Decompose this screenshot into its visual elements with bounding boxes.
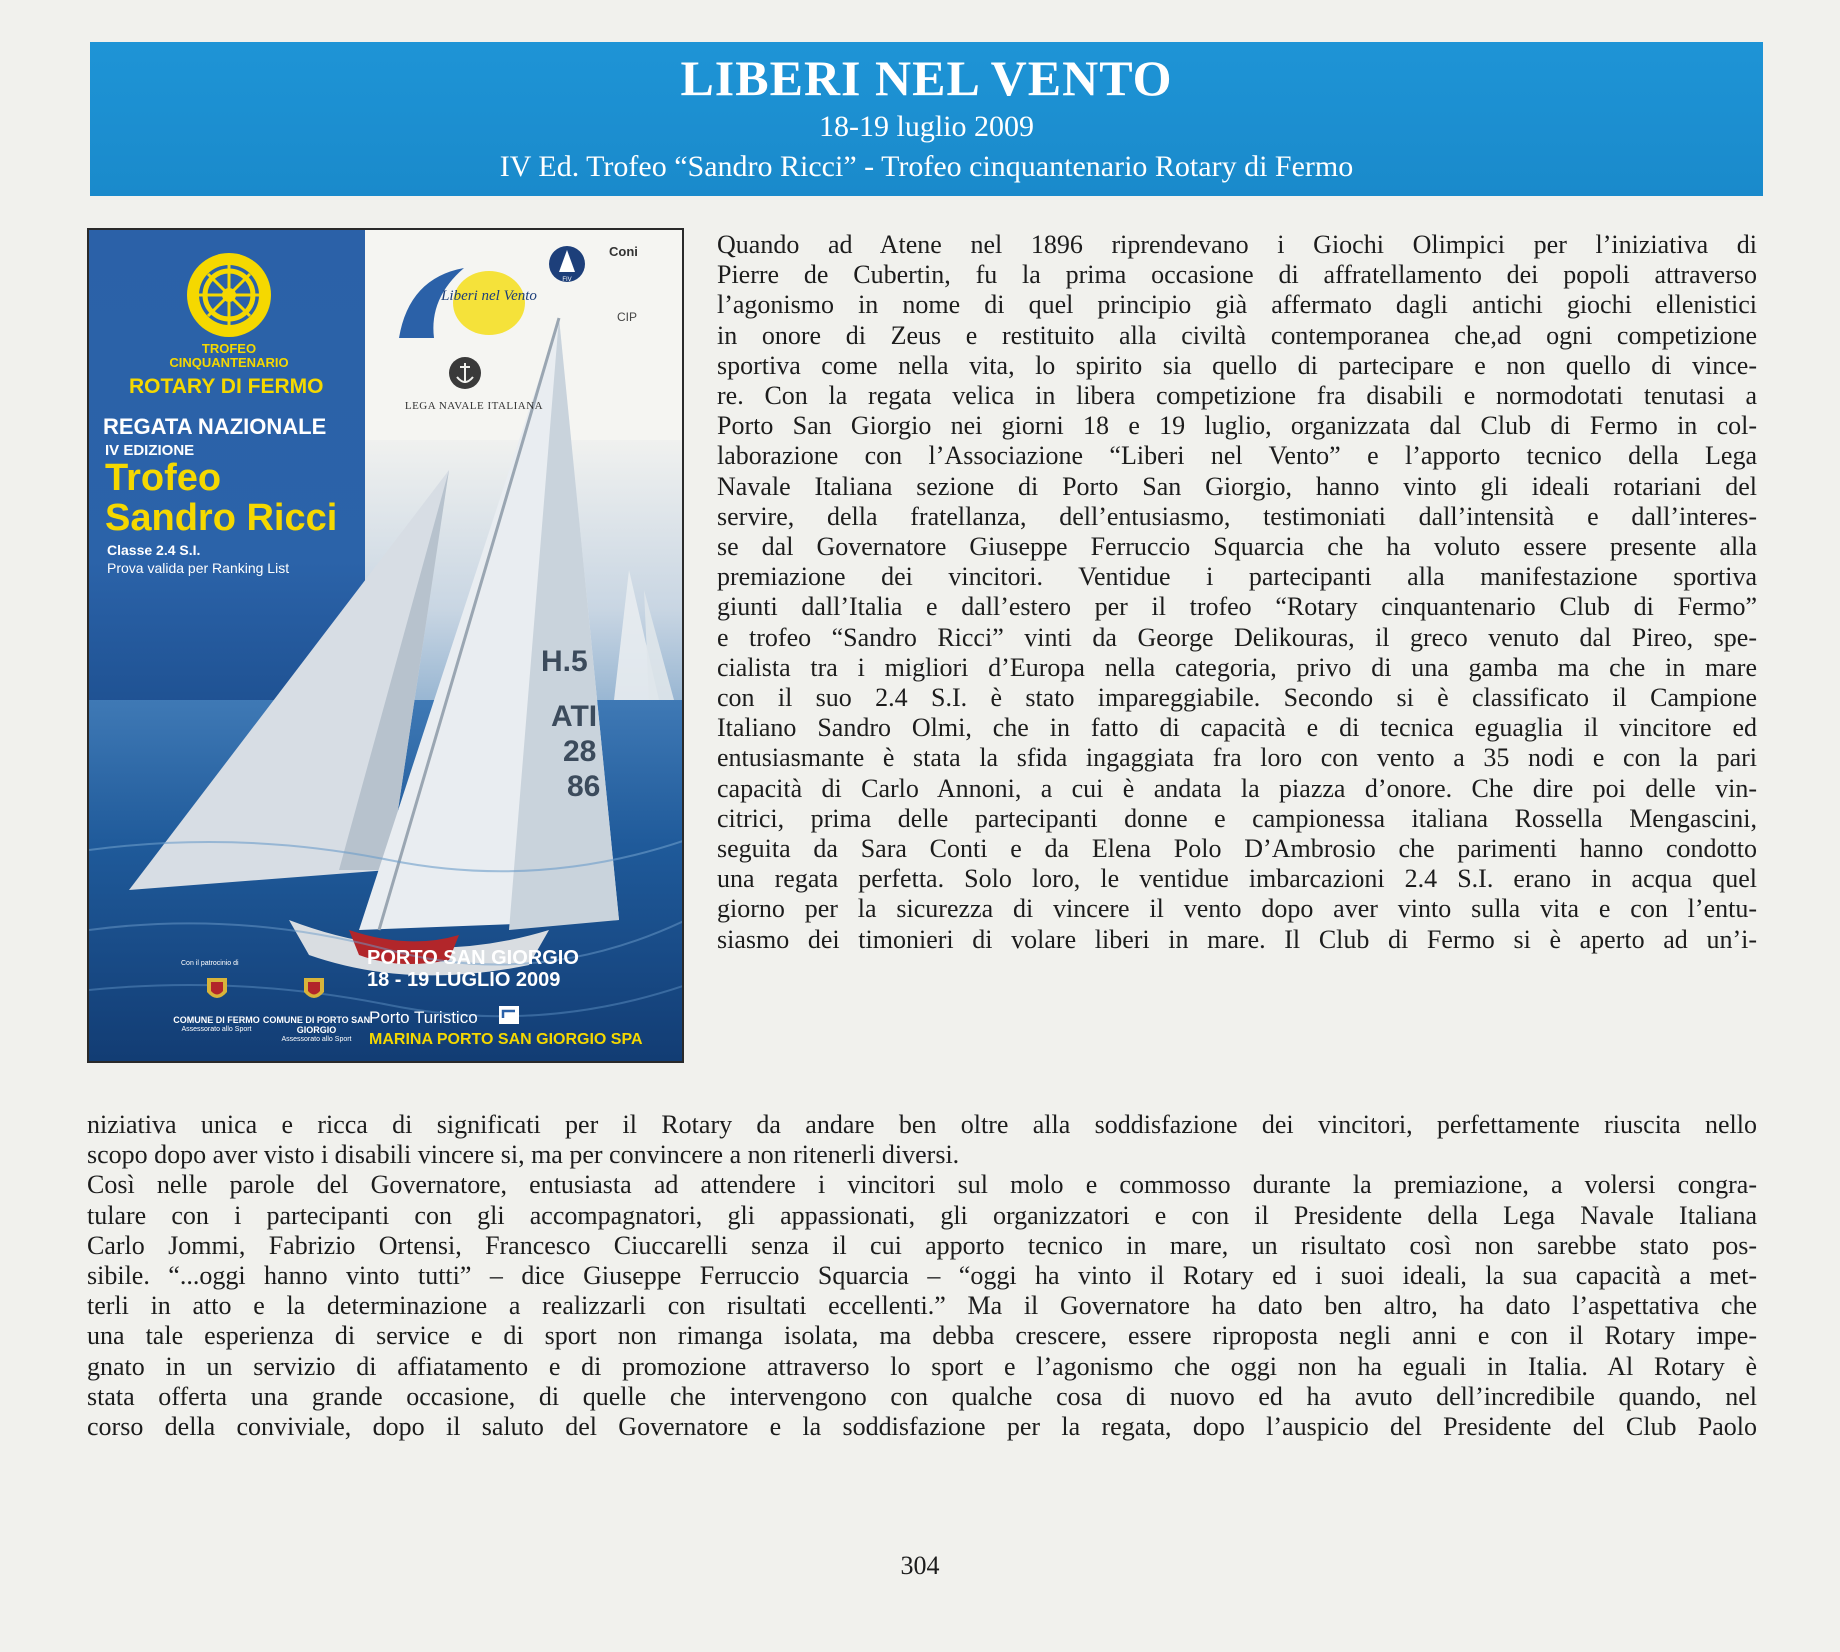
article-title: LIBERI NEL VENTO (680, 50, 1173, 106)
text-line: se dal Governatore Giuseppe Ferruccio Squarcia che ha voluto essere presente alla (717, 532, 1757, 562)
porto-san-giorgio-crest-icon (301, 972, 327, 1004)
text-line: tulare con i partecipanti con gli accompagnatori, gli appassionati, gli organizzatori e con il Presidente della Lega Navale Italiana (87, 1200, 1757, 1230)
article-column-text (717, 230, 1757, 955)
event-poster (87, 228, 684, 1063)
text-line: capacità di Carlo Annoni, a cui è andata la piazza d’onore. Che dire poi delle vin- (717, 773, 1757, 803)
text-line: Così nelle parole del Governatore, entusiasta ad attendere i vincitori sul molo e commosso durante la premiazione, a volersi congra- (87, 1170, 1757, 1200)
text-line: gnato in un servizio di affiatamento e di promozione attraverso lo sport e l’agonismo che oggi non ha eguali in Italia. Al Rotary è (87, 1351, 1757, 1381)
poster-sandro-ricci: Sandro Ricci (105, 497, 338, 539)
comune-porto-san-giorgio (259, 1015, 374, 1045)
fiv-logo-icon (547, 244, 587, 284)
poster-regata-nazionale: REGATA NAZIONALE (103, 414, 327, 439)
text-line: Porto San Giorgio nei giorni 18 e 19 luglio, organizzata dal Club di Fermo in col- (717, 411, 1757, 441)
lega-navale-anchor-icon (447, 355, 483, 391)
poster-edizione: IV EDIZIONE (105, 442, 195, 459)
cip-logo: CIP (617, 310, 638, 324)
text-line: in onore di Zeus e restituito alla civiltà contemporanea che,ad ogni competizione (717, 320, 1757, 350)
poster-location-date (367, 947, 579, 991)
sail-number-4: 86 (567, 770, 601, 803)
text-line: laborazione con l’Associazione “Liberi nel Vento” e l’apporto tecnico della Lega (717, 441, 1757, 471)
header-band (90, 42, 1763, 196)
article-date: 18-19 luglio 2009 (819, 110, 1034, 143)
liberi-logo-text: Liberi nel Vento (441, 288, 537, 304)
text-line: stata offerta una grande occasione, di quelle che intervengono con qualche cosa di nuovo ed ha avuto dell’incredibile quando, nel (87, 1381, 1757, 1411)
poster-prova: Prova valida per Ranking List (107, 560, 290, 576)
comune-fermo-assessorato: Assessorato allo Sport (181, 1026, 252, 1033)
page-number: 304 (900, 1551, 940, 1580)
text-line: una regata perfetta. Solo loro, le ventidue imbarcazioni 2.4 S.I. erano in acqua quel (717, 864, 1757, 894)
poster-classe: Classe 2.4 S.I. (107, 542, 201, 558)
text-line: sibile. “...oggi hanno vinto tutti” – dice Giuseppe Ferruccio Squarcia – “oggi ha vinto il Rotary ed i suoi ideali, la sua capacità a met- (87, 1261, 1757, 1291)
harbor-icon (499, 1006, 519, 1024)
svg-text:FIV: FIV (562, 277, 572, 283)
comune-fermo (159, 1015, 274, 1035)
sail-number-2: ATI (551, 700, 598, 733)
lega-navale-text: LEGA NAVALE ITALIANA (404, 400, 544, 412)
text-line: una tale esperienza di service e di sport non rimanga isolata, ma debba crescere, essere riproposta negli anni e con il Rotary impe- (87, 1321, 1757, 1351)
text-line: cialista tra i migliori d’Europa nella categoria, privo di una gamba ma che in mare (717, 652, 1757, 682)
text-line: servire, della fratellanza, dell’entusiasmo, testimoniati dall’intensità e dall’interes- (717, 501, 1757, 531)
poster-trofeo-cinquantenario: TROFEO CINQUANTENARIO (169, 341, 289, 370)
poster-trofeo-heading (105, 458, 337, 538)
text-line: e trofeo “Sandro Ricci” vinti da George Delikouras, il greco venuto dal Pireo, spe- (717, 622, 1757, 652)
text-line: entusiasmante è stata la sfida ingaggiata fra loro con vento a 35 nodi e con la pari (717, 743, 1757, 773)
text-line: l’agonismo in nome di quel principio già affermato dagli antichi giochi ellenistici (717, 290, 1757, 320)
poster-trofeo: Trofeo (105, 457, 222, 499)
text-line: giorno per la sicurezza di vincere il vento dopo aver vinto sulla vita e con l’entu- (717, 894, 1757, 924)
fermo-crest-icon (204, 972, 230, 1004)
comune-psg-assessorato: Assessorato allo Sport (281, 1036, 352, 1043)
text-line: Carlo Jommi, Fabrizio Ortensi, Francesco Ciuccarelli senza il cui apporto tecnico in mare, un risultato così non sarebbe stato pos- (87, 1230, 1757, 1260)
coni-logo: Coni (609, 244, 638, 259)
rotary-wheel-icon (184, 250, 274, 340)
text-line: Navale Italiana sezione di Porto San Giorgio, hanno vinto gli ideali rotariani del (717, 471, 1757, 501)
poster-patrocinio: Con il patrocinio di (181, 960, 239, 967)
article-subtitle: IV Ed. Trofeo “Sandro Ricci” - Trofeo cinquantenario Rotary di Fermo (499, 150, 1354, 183)
comune-psg-name: COMUNE DI PORTO SAN GIORGIO (262, 1015, 371, 1035)
sail-number-3: 28 (563, 735, 597, 768)
text-line: siasmo dei timonieri di volare liberi in mare. Il Club di Fermo si è aperto ad un’i- (717, 924, 1757, 954)
liberi-nel-vento-logo (389, 258, 539, 348)
text-line: citrici, prima delle partecipanti donne e campionessa italiana Rossella Mengascini, (717, 803, 1757, 833)
poster-luogo: PORTO SAN GIORGIO (367, 947, 579, 969)
text-line: niziativa unica e ricca di significati per il Rotary da andare ben oltre alla soddisfazione dei vincitori, perfettamente riuscita nello (87, 1110, 1757, 1139)
text-line: seguita da Sara Conti e da Elena Polo D’Ambrosio che parimenti hanno condotto (717, 834, 1757, 864)
text-line: giunti dall’Italia e dall’estero per il trofeo “Rotary cinquantenario Club di Fermo” (717, 592, 1757, 622)
sail-number-1: H.5 (541, 645, 588, 678)
text-line: con il suo 2.4 S.I. è stato impareggiabile. Secondo si è classificato il Campione (717, 683, 1757, 713)
text-line: premiazione dei vincitori. Ventidue i partecipanti alla manifestazione sportiva (717, 562, 1757, 592)
text-line: Pierre de Cubertin, fu la prima occasione di affratellamento dei popoli attraverso (717, 260, 1757, 290)
text-line: corso della conviviale, dopo il saluto del Governatore e la soddisfazione per la regata, dopo l’auspicio del Presidente del Club Paolo (87, 1412, 1757, 1442)
poster-porto-turistico: Porto Turistico (369, 1008, 478, 1027)
poster-marina: MARINA PORTO SAN GIORGIO SPA (369, 1031, 643, 1048)
text-line: scopo dopo aver visto i disabili vincere si, ma per convincere a non ritenerli diversi. (87, 1140, 960, 1170)
text-line: Italiano Sandro Olmi, che in fatto di capacità e di tecnica eguaglia il vincitore ed (717, 713, 1757, 743)
article-full-text (87, 1110, 1757, 1442)
text-line: sportiva come nella vita, lo spirito sia quello di partecipare e non quello di vince- (717, 350, 1757, 380)
text-line: Quando ad Atene nel 1896 riprendevano i Giochi Olimpici per l’iniziativa di (717, 230, 1757, 259)
text-line: terli in atto e la determinazione a realizzarli con risultati eccellenti.” Ma il Governatore ha dato ben altro, ha dato l’aspettativa che (87, 1291, 1757, 1321)
comune-fermo-name: COMUNE DI FERMO (173, 1015, 260, 1025)
poster-rotary-di-fermo: ROTARY DI FERMO (129, 375, 324, 398)
text-line: re. Con la regata velica in libera competizione fra disabili e normodotati tenutasi a (717, 381, 1757, 411)
poster-date: 18 - 19 LUGLIO 2009 (367, 969, 561, 991)
